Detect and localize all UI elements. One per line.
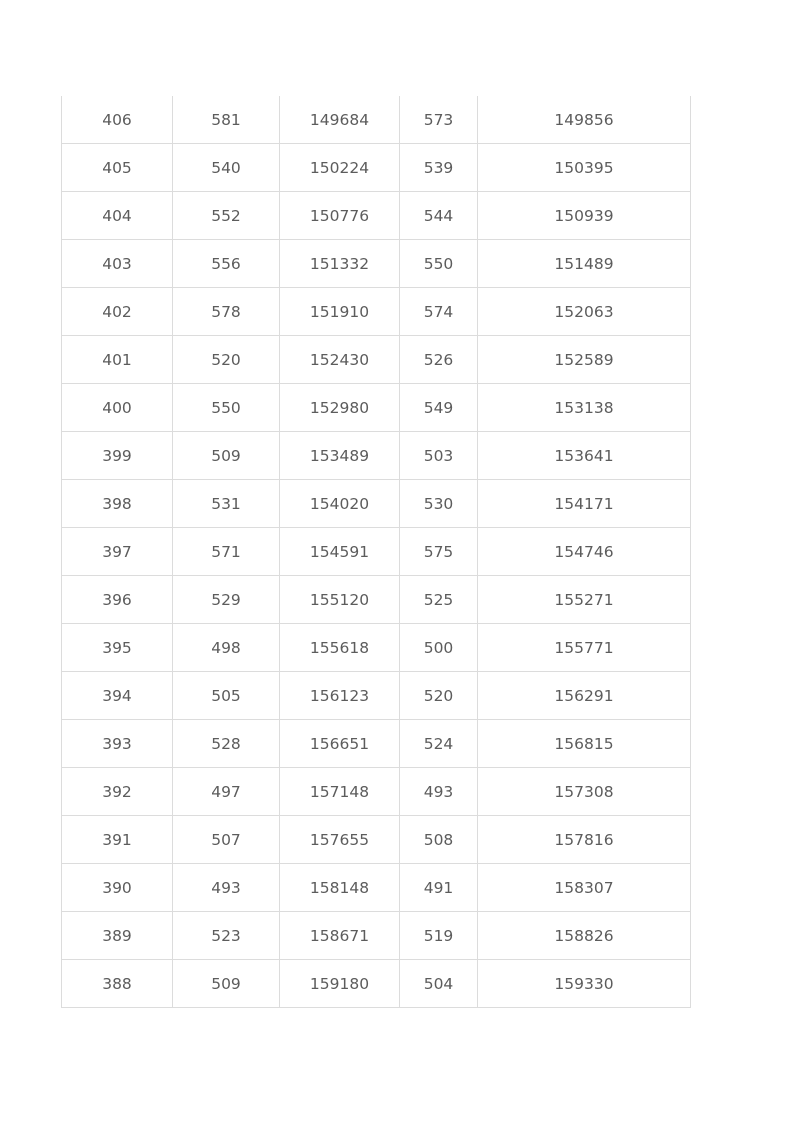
- table-row: [62, 816, 691, 864]
- table-row: [62, 672, 691, 720]
- table-cell: 556: [173, 240, 280, 288]
- table-cell: 523: [173, 912, 280, 960]
- table-cell: 154591: [280, 528, 400, 576]
- table-cell: 406: [62, 96, 173, 144]
- table-cell: 571: [173, 528, 280, 576]
- table-cell: 531: [173, 480, 280, 528]
- table-cell: 150939: [478, 192, 691, 240]
- table-cell: 151489: [478, 240, 691, 288]
- table-cell: 149684: [280, 96, 400, 144]
- table-cell: 497: [173, 768, 280, 816]
- table-cell: 525: [400, 576, 478, 624]
- table-cell: 152589: [478, 336, 691, 384]
- table-cell: 154746: [478, 528, 691, 576]
- table-body: [62, 96, 691, 1008]
- table-cell: 157148: [280, 768, 400, 816]
- table-cell: 398: [62, 480, 173, 528]
- table-cell: 151910: [280, 288, 400, 336]
- table-cell: 150224: [280, 144, 400, 192]
- table-cell: 530: [400, 480, 478, 528]
- table-cell: 156651: [280, 720, 400, 768]
- table-cell: 392: [62, 768, 173, 816]
- table-cell: 395: [62, 624, 173, 672]
- table-cell: 550: [173, 384, 280, 432]
- table-cell: 401: [62, 336, 173, 384]
- table-cell: 402: [62, 288, 173, 336]
- table-cell: 540: [173, 144, 280, 192]
- table-cell: 493: [173, 864, 280, 912]
- table-cell: 544: [400, 192, 478, 240]
- table-cell: 157308: [478, 768, 691, 816]
- table-cell: 152063: [478, 288, 691, 336]
- table-cell: 396: [62, 576, 173, 624]
- table-cell: 158148: [280, 864, 400, 912]
- table-row: [62, 288, 691, 336]
- table-cell: 405: [62, 144, 173, 192]
- table-cell: 156815: [478, 720, 691, 768]
- table-row: [62, 960, 691, 1008]
- table-cell: 159330: [478, 960, 691, 1008]
- table-cell: 391: [62, 816, 173, 864]
- table-cell: 503: [400, 432, 478, 480]
- table-cell: 153489: [280, 432, 400, 480]
- table-cell: 493: [400, 768, 478, 816]
- table-cell: 505: [173, 672, 280, 720]
- table-cell: 150776: [280, 192, 400, 240]
- table-cell: 528: [173, 720, 280, 768]
- table-cell: 526: [400, 336, 478, 384]
- table-row: [62, 720, 691, 768]
- table-cell: 397: [62, 528, 173, 576]
- table-cell: 507: [173, 816, 280, 864]
- table-cell: 159180: [280, 960, 400, 1008]
- table-cell: 157816: [478, 816, 691, 864]
- table-cell: 519: [400, 912, 478, 960]
- table-cell: 155120: [280, 576, 400, 624]
- table-cell: 578: [173, 288, 280, 336]
- table-cell: 550: [400, 240, 478, 288]
- table-cell: 573: [400, 96, 478, 144]
- table-row: [62, 576, 691, 624]
- table-cell: 393: [62, 720, 173, 768]
- table-cell: 549: [400, 384, 478, 432]
- table-cell: 389: [62, 912, 173, 960]
- table-cell: 500: [400, 624, 478, 672]
- table-row: [62, 624, 691, 672]
- table-cell: 403: [62, 240, 173, 288]
- table-row: [62, 144, 691, 192]
- table-row: [62, 768, 691, 816]
- table-cell: 394: [62, 672, 173, 720]
- table-row: [62, 240, 691, 288]
- table-cell: 581: [173, 96, 280, 144]
- table-cell: 149856: [478, 96, 691, 144]
- table-cell: 552: [173, 192, 280, 240]
- table-row: [62, 912, 691, 960]
- score-table: [61, 96, 691, 1008]
- table-cell: 498: [173, 624, 280, 672]
- table-cell: 529: [173, 576, 280, 624]
- table-cell: 524: [400, 720, 478, 768]
- table-cell: 150395: [478, 144, 691, 192]
- table-cell: 155771: [478, 624, 691, 672]
- table-row: [62, 336, 691, 384]
- table-cell: 151332: [280, 240, 400, 288]
- table-cell: 153138: [478, 384, 691, 432]
- table-cell: 509: [173, 432, 280, 480]
- table-row: [62, 384, 691, 432]
- table-cell: 575: [400, 528, 478, 576]
- table-row: [62, 96, 691, 144]
- table-cell: 156123: [280, 672, 400, 720]
- table-row: [62, 432, 691, 480]
- table-cell: 154171: [478, 480, 691, 528]
- table-cell: 155271: [478, 576, 691, 624]
- table-cell: 509: [173, 960, 280, 1008]
- table-row: [62, 864, 691, 912]
- table-cell: 388: [62, 960, 173, 1008]
- table-cell: 156291: [478, 672, 691, 720]
- table-row: [62, 480, 691, 528]
- table-cell: 520: [400, 672, 478, 720]
- table-cell: 390: [62, 864, 173, 912]
- table-row: [62, 528, 691, 576]
- table-cell: 491: [400, 864, 478, 912]
- table-cell: 155618: [280, 624, 400, 672]
- table-cell: 152430: [280, 336, 400, 384]
- table-cell: 400: [62, 384, 173, 432]
- table-cell: 508: [400, 816, 478, 864]
- table-cell: 539: [400, 144, 478, 192]
- table-cell: 158671: [280, 912, 400, 960]
- table-cell: 154020: [280, 480, 400, 528]
- table-cell: 399: [62, 432, 173, 480]
- table-cell: 404: [62, 192, 173, 240]
- table-cell: 574: [400, 288, 478, 336]
- table-cell: 158307: [478, 864, 691, 912]
- table-cell: 504: [400, 960, 478, 1008]
- table-cell: 153641: [478, 432, 691, 480]
- table-cell: 520: [173, 336, 280, 384]
- table-cell: 152980: [280, 384, 400, 432]
- table-cell: 158826: [478, 912, 691, 960]
- table-row: [62, 192, 691, 240]
- table-cell: 157655: [280, 816, 400, 864]
